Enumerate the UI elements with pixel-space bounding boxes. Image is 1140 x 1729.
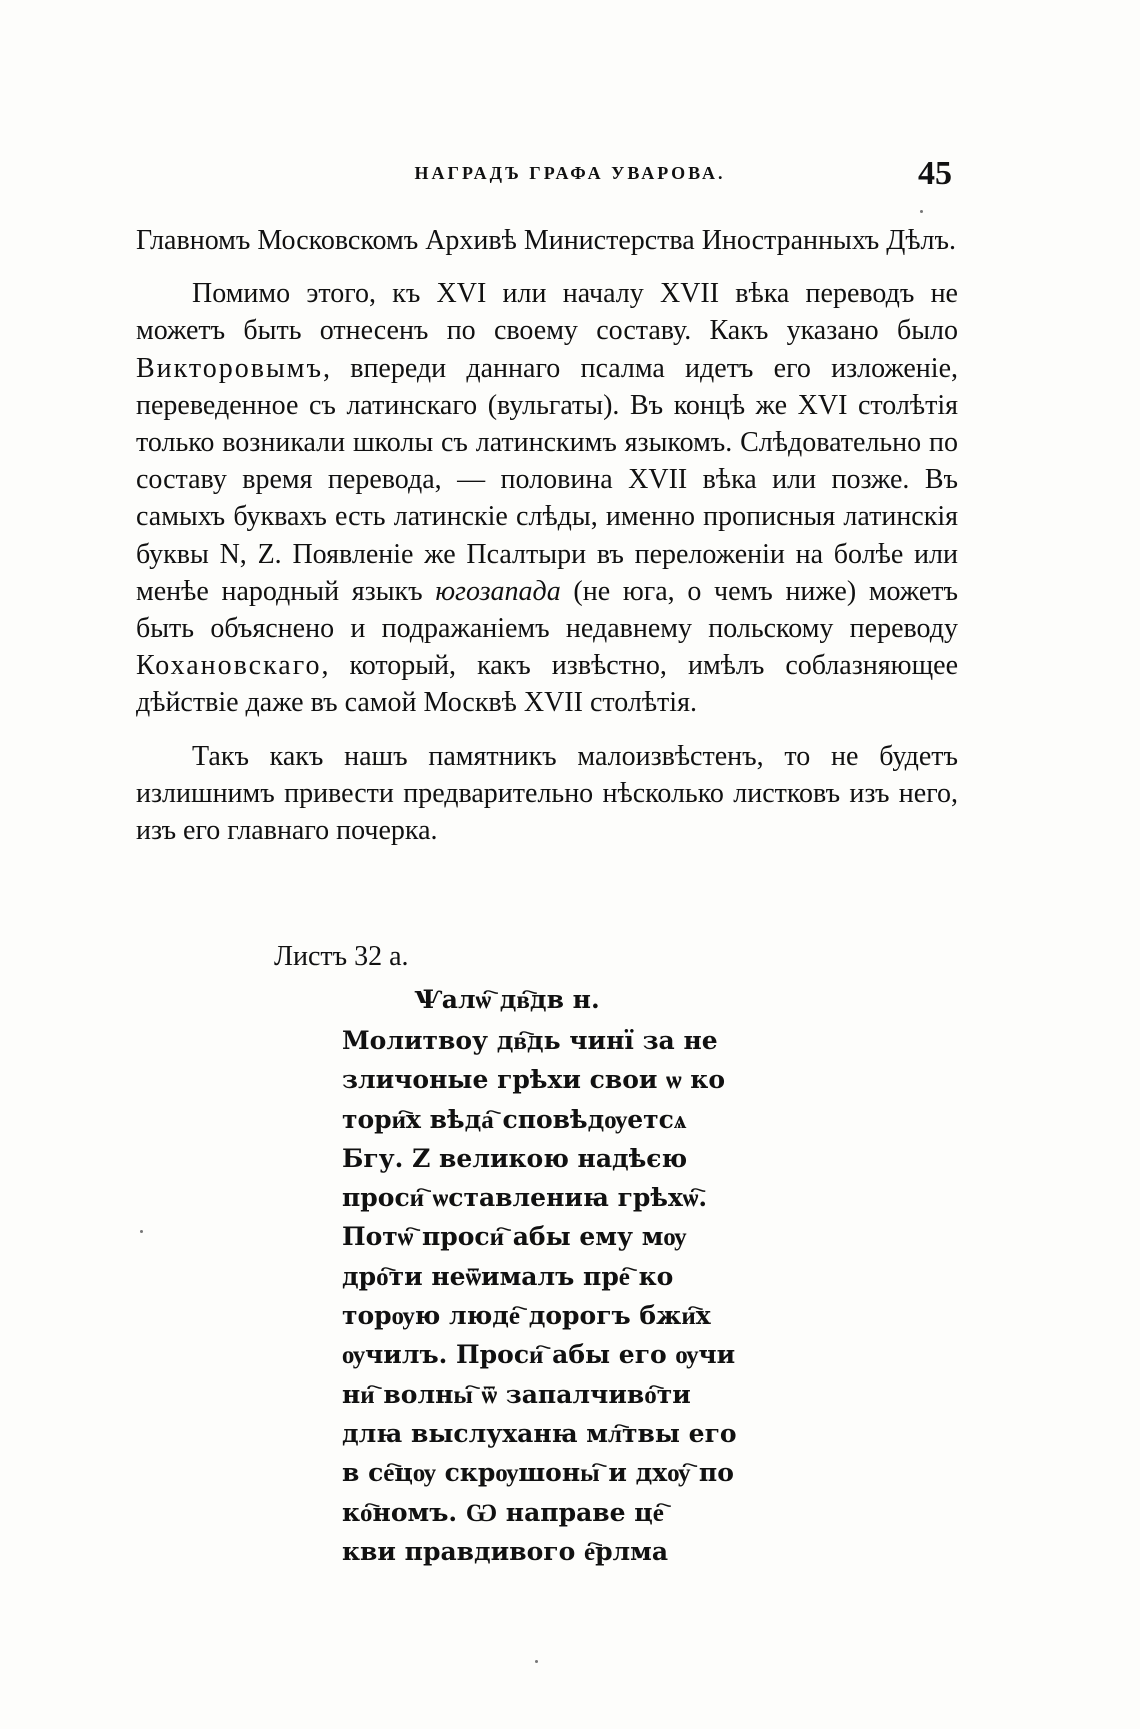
paper-speck [140, 1230, 143, 1233]
manuscript-line: ко҇номъ. Ѡ направе це҇ [342, 1497, 664, 1527]
psalm-heading: Ѱалѡ҇ дв҇дв н. [414, 985, 600, 1014]
paragraph-continuation: Главномъ Московскомъ Архивѣ Министерства Иностранныхъ Дѣлъ. [136, 225, 956, 256]
manuscript-line: Потѡ҇ проси҇ абы ему мѹ [342, 1222, 687, 1252]
manuscript-line: ни҇ волны҇ ѿ запалчиво҇ти [342, 1379, 691, 1409]
paragraph-dating: Помимо этого, къ XVI или началу XVII вѣка переводъ не можетъ быть отнесенъ по своему составу. Какъ указано было Викторовымъ, впереди даннаго псалма идетъ его изложеніе, переведенное съ латинскаго (вульгаты). Въ концѣ же XVI столѣтія только возникали школы съ латинскимъ языкомъ. Слѣдовательно по составу время перевода, — половина XVII вѣка или позже. Въ самыхъ буквахъ есть латинскіе слѣды, именно прописныя латинскія буквы N, Z. Появленіе же Псалтыри въ переложеніи на болѣе или менѣе народный языкъ югозапада (не юга, о чемъ ниже) можетъ быть объяснено и подражаніемъ недавнему польскому переводу Кохановскаго, который, какъ извѣстно, имѣлъ соблазняющее дѣйствіе даже въ самой Москвѣ XVII столѣтія. [136, 278, 958, 719]
manuscript-excerpt [342, 978, 782, 1571]
manuscript-line: дро҇ти неѿималъ пре҇ ко [342, 1261, 674, 1291]
manuscript-line: длꙗ выслуханꙗ мл҇твы его [342, 1418, 737, 1448]
running-title: НАГРАДЪ ГРАФА УВАРОВА. [414, 163, 726, 183]
paragraph-intro-excerpt: Такъ какъ нашъ памятникъ малоизвѣстенъ, то не будетъ излишнимъ привести предварительно нѣсколько листковъ изъ него, изъ его главнаго почерка. [136, 740, 958, 847]
manuscript-line: зличоные грѣхи свои ѡ ко [342, 1065, 726, 1095]
manuscript-line: ѹчилъ. Проси҇ абы его ѹчи [342, 1340, 736, 1370]
manuscript-line: тори҇х вѣда҇ сповѣдѹетсѧ [342, 1104, 687, 1134]
manuscript-line: торѹю люде҇ дорогъ бжи҇х [342, 1301, 711, 1331]
manuscript-line: в се҇цѹ скрѹшоны҇ и дхѹ҇ по [342, 1458, 734, 1488]
manuscript-line: Бгу. Z великою надѣєю [342, 1143, 688, 1173]
manuscript-line: Молитвоу дв҇дь чинї за не [342, 1026, 718, 1055]
folio-label: Листъ 32 а. [274, 941, 409, 972]
body-text [136, 222, 958, 865]
paper-speck [920, 210, 923, 213]
manuscript-line: проси҇ ѡставлениꙗ грѣхѡ҇. [342, 1183, 708, 1213]
page-number: 45 [918, 155, 952, 192]
paper-speck [535, 1660, 538, 1663]
manuscript-line: кви правдивого е҇рлма [342, 1536, 669, 1566]
